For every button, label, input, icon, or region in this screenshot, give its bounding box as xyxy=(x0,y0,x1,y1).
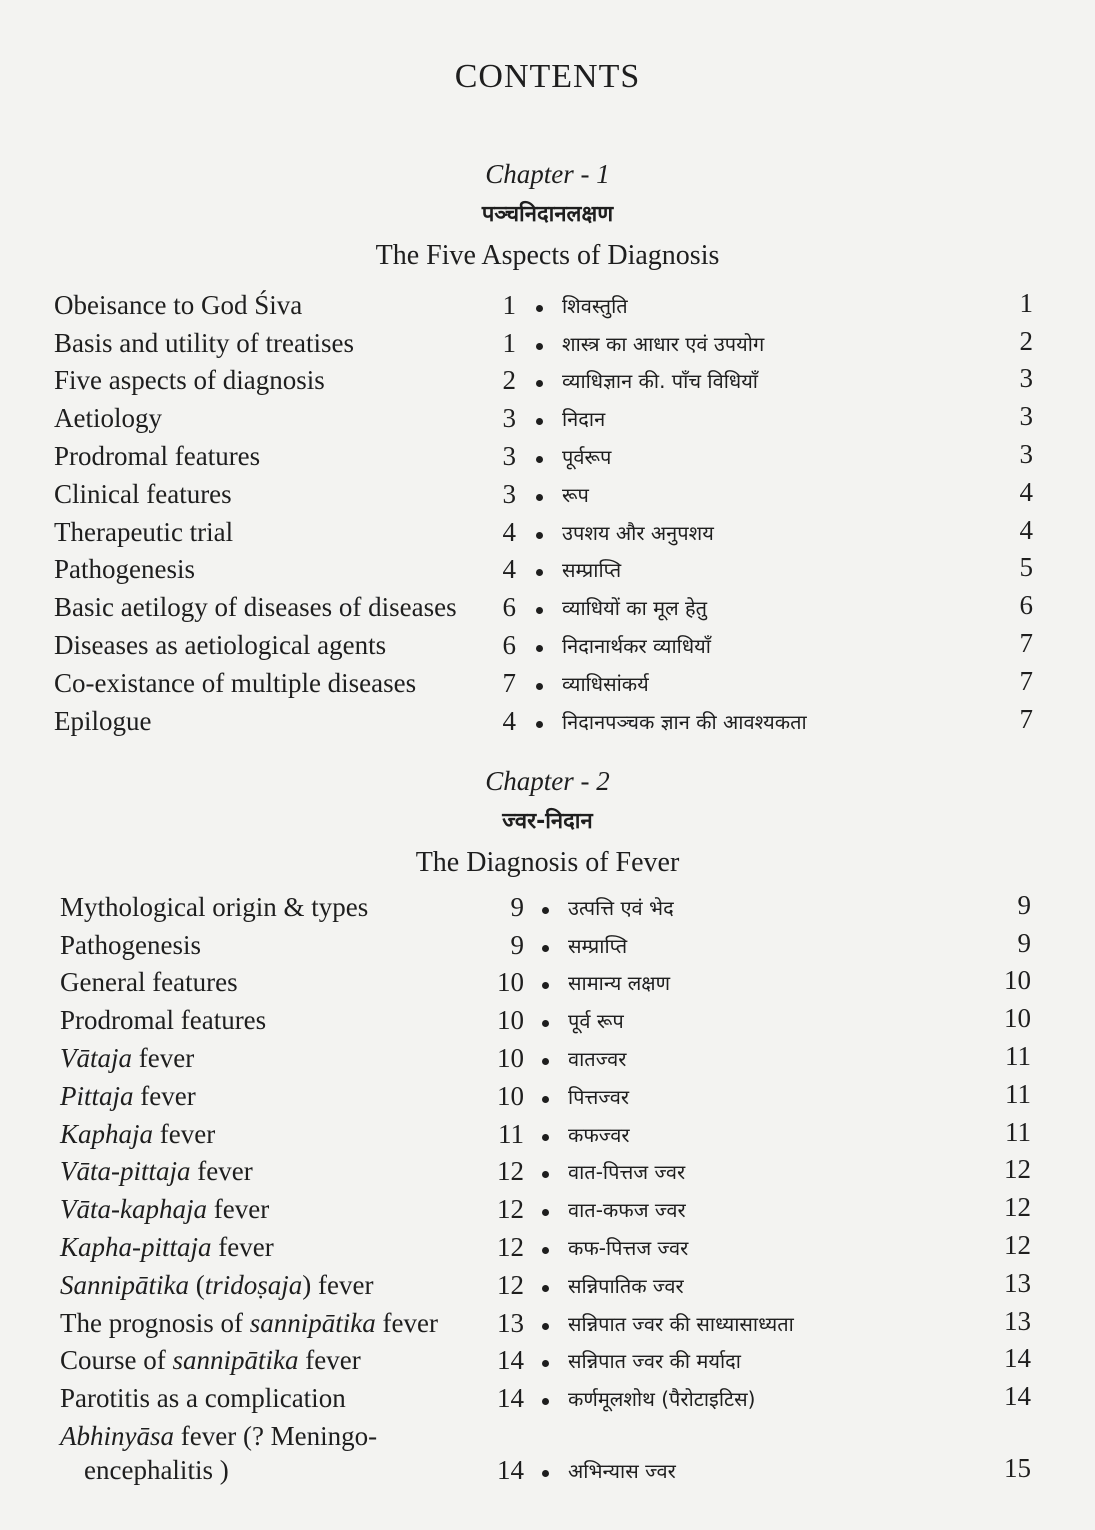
hindi-page-number: 11 xyxy=(1005,1040,1031,1071)
english-entry-text: Basic aetilogy of diseases of diseases xyxy=(54,592,457,623)
english-entry-title xyxy=(60,890,368,924)
hindi-entry-title: पूर्व रूप xyxy=(568,1009,624,1034)
english-page-number: 4 xyxy=(502,516,516,547)
english-entry-title xyxy=(54,363,325,397)
english-entry-text: Prodromal features xyxy=(54,440,261,471)
english-entry-title xyxy=(60,1117,215,1151)
english-page-number: 10 xyxy=(497,967,524,998)
hindi-page-number: 3 xyxy=(1019,438,1033,469)
toc-row xyxy=(0,1041,1095,1079)
english-page-number: 12 xyxy=(497,1269,524,1300)
english-entry-title xyxy=(60,1343,361,1377)
bullet-icon xyxy=(536,494,543,501)
hindi-page-number: 9 xyxy=(1017,927,1031,958)
english-entry-text: Obeisance to God Śiva xyxy=(54,289,303,320)
bullet-icon xyxy=(542,907,549,914)
hindi-page-number: 7 xyxy=(1019,665,1033,696)
hindi-page-number: 12 xyxy=(1004,1154,1031,1185)
english-page-number: 9 xyxy=(510,929,524,960)
bullet-icon xyxy=(542,1470,549,1477)
english-page-number: 2 xyxy=(502,365,516,396)
hindi-page-number: 11 xyxy=(1005,1078,1031,1109)
bullet-icon xyxy=(536,418,543,425)
english-entry-text: Course of sannipātika fever xyxy=(60,1345,361,1376)
english-entry-text: Vāta-pittaja fever xyxy=(60,1156,253,1187)
english-entry-title xyxy=(60,1268,373,1302)
english-entry-text: Kaphaja fever xyxy=(60,1118,216,1149)
hindi-page-number: 7 xyxy=(1019,627,1033,658)
toc-row xyxy=(0,1344,1095,1382)
english-entry-text: Pittaja fever xyxy=(60,1080,196,1111)
toc-row xyxy=(0,364,1095,402)
chapter-hindi-title: ज्वर-निदान xyxy=(502,809,593,834)
bullet-icon xyxy=(542,1398,549,1405)
hindi-entry-title: सन्निपात ज्वर की मर्यादा xyxy=(568,1349,741,1374)
english-page-number: 3 xyxy=(502,403,516,434)
english-entry-title xyxy=(54,288,302,322)
hindi-entry-title: निदानार्थकर व्याधियाँ xyxy=(562,633,711,658)
english-page-number: 6 xyxy=(502,629,516,660)
english-page-number: 7 xyxy=(502,667,516,698)
bullet-icon xyxy=(536,305,543,312)
hindi-entry-title: उपशय और अनुपशय xyxy=(562,520,714,545)
bullet-icon xyxy=(542,1171,549,1178)
english-entry-text: Vāta-kaphaja fever xyxy=(60,1194,270,1225)
hindi-entry-title: सन्निपात ज्वर की साध्यासाध्यता xyxy=(568,1311,794,1336)
english-entry-text: Therapeutic trial xyxy=(54,516,234,547)
chapter-label: Chapter - 2 xyxy=(485,766,610,796)
toc-row xyxy=(0,439,1095,477)
chapter-2-heading xyxy=(0,761,1095,883)
chapter-label: Chapter - 1 xyxy=(485,159,610,189)
english-entry-title xyxy=(60,928,201,962)
english-entry-text: Sannipātika (tridoṣaja) fever xyxy=(60,1269,374,1300)
toc-row xyxy=(0,515,1095,553)
english-page-number: 10 xyxy=(497,1080,524,1111)
english-entry-title xyxy=(54,326,354,360)
english-page-number: 11 xyxy=(498,1118,524,1149)
toc-row xyxy=(0,1268,1095,1306)
toc-row xyxy=(0,1230,1095,1268)
english-page-number: 10 xyxy=(497,1005,524,1036)
hindi-page-number: 11 xyxy=(1005,1116,1031,1147)
english-entry-title xyxy=(60,1154,253,1188)
bullet-icon xyxy=(536,569,543,576)
hindi-page-number: 3 xyxy=(1019,363,1033,394)
english-entry-title xyxy=(54,628,386,662)
english-page-number: 1 xyxy=(502,327,516,358)
english-entry-text: Kapha-pittaja fever xyxy=(60,1231,274,1262)
english-entry-text: Prodromal features xyxy=(60,1005,267,1036)
english-entry-title xyxy=(54,666,416,700)
english-page-number: 1 xyxy=(502,289,516,320)
hindi-entry-title: उत्पत्ति एवं भेद xyxy=(568,895,674,920)
toc-row xyxy=(0,1003,1095,1041)
bullet-icon xyxy=(542,1209,549,1216)
hindi-entry-title: निदान xyxy=(562,407,606,432)
english-page-number: 14 xyxy=(497,1383,524,1414)
hindi-entry-title: सामान्य लक्षण xyxy=(568,971,671,996)
hindi-entry-title: निदानपञ्चक ज्ञान की आवश्यकता xyxy=(562,709,807,734)
hindi-page-number: 12 xyxy=(1004,1192,1031,1223)
toc-row xyxy=(0,666,1095,704)
english-page-number: 4 xyxy=(502,554,516,585)
english-entry-title xyxy=(60,1306,438,1340)
bullet-icon xyxy=(542,1020,549,1027)
hindi-entry-title: व्याधियों का मूल हेतु xyxy=(562,596,708,621)
english-entry-title xyxy=(54,590,457,624)
toc-row xyxy=(0,590,1095,628)
hindi-entry-title: सन्निपातिक ज्वर xyxy=(568,1273,684,1298)
hindi-entry-title: सम्प्राप्ति xyxy=(568,933,628,958)
hindi-page-number: 12 xyxy=(1004,1229,1031,1260)
bullet-icon xyxy=(536,721,543,728)
hindi-page-number: 6 xyxy=(1019,590,1033,621)
bullet-icon xyxy=(536,532,543,539)
hindi-page-number: 10 xyxy=(1004,1003,1031,1034)
page-title: CONTENTS xyxy=(454,58,641,95)
english-entry-title xyxy=(54,477,232,511)
chapter-1-heading xyxy=(0,154,1095,276)
hindi-entry-title: कफ-पित्तज ज्वर xyxy=(568,1235,689,1260)
english-entry-text: Epilogue xyxy=(54,705,152,736)
hindi-entry-title: पूर्वरूप xyxy=(562,444,612,469)
hindi-page-number: 10 xyxy=(1004,965,1031,996)
english-page-number: 12 xyxy=(497,1156,524,1187)
bullet-icon xyxy=(542,982,549,989)
english-entry-text: Mythological origin & types xyxy=(60,891,369,922)
bullet-icon xyxy=(542,1134,549,1141)
hindi-page-number: 1 xyxy=(1019,287,1033,318)
toc-row xyxy=(0,1155,1095,1193)
hindi-entry-title: कर्णमूलशोथ (पैरोटाइटिस) xyxy=(568,1387,756,1412)
hindi-page-number: 14 xyxy=(1004,1381,1031,1412)
english-entry-title xyxy=(60,1381,346,1415)
english-entry-text: Pathogenesis xyxy=(60,929,201,960)
english-page-number: 3 xyxy=(502,440,516,471)
english-entry-continuation: encephalitis ) xyxy=(84,1455,229,1486)
hindi-entry-title: वात-पित्तज ज्वर xyxy=(568,1160,686,1185)
toc-row xyxy=(0,890,1095,928)
bullet-icon xyxy=(542,1058,549,1065)
english-entry-text: Five aspects of diagnosis xyxy=(54,365,325,396)
chapter-hindi-title: पञ्चनिदानलक्षण xyxy=(481,202,614,227)
chapter-english-title: The Five Aspects of Diagnosis xyxy=(375,240,720,271)
english-entry-text: Pathogenesis xyxy=(54,554,195,585)
english-entry-text: General features xyxy=(60,967,238,998)
english-entry-title xyxy=(54,439,260,473)
toc-row xyxy=(0,326,1095,364)
hindi-entry-title: सम्प्राप्ति xyxy=(562,558,622,583)
hindi-page-number: 3 xyxy=(1019,401,1033,432)
english-entry-text: Aetiology xyxy=(54,403,162,434)
toc-row xyxy=(0,1117,1095,1155)
toc-row xyxy=(0,1079,1095,1117)
english-page-number: 6 xyxy=(502,592,516,623)
hindi-entry-title: शास्त्र का आधार एवं उपयोग xyxy=(562,331,765,356)
toc-row xyxy=(0,628,1095,666)
bullet-icon xyxy=(542,1247,549,1254)
bullet-icon xyxy=(542,945,549,952)
english-entry-title xyxy=(54,515,233,549)
english-page-number: 12 xyxy=(497,1231,524,1262)
english-page-number: 3 xyxy=(502,478,516,509)
english-entry-title xyxy=(60,1419,377,1487)
english-entry-title xyxy=(54,552,195,586)
toc-row xyxy=(0,704,1095,742)
english-entry-title xyxy=(60,1079,196,1113)
hindi-page-number: 4 xyxy=(1019,514,1033,545)
english-entry-text: Parotitis as a complication xyxy=(60,1383,346,1414)
english-entry-text: Abhinyāsa fever (? Meningo- xyxy=(60,1421,378,1452)
toc-row xyxy=(0,288,1095,326)
toc-row xyxy=(0,477,1095,515)
chapter-english-title: The Diagnosis of Fever xyxy=(415,847,680,878)
bullet-icon xyxy=(542,1096,549,1103)
chapter-1-entries xyxy=(0,288,1095,742)
bullet-icon xyxy=(542,1360,549,1367)
hindi-entry-title: वातज्वर xyxy=(568,1046,627,1071)
hindi-page-number: 14 xyxy=(1004,1343,1031,1374)
english-page-number: 4 xyxy=(502,705,516,736)
english-page-number: 9 xyxy=(510,891,524,922)
hindi-page-number: 4 xyxy=(1019,476,1033,507)
hindi-page-number: 2 xyxy=(1019,325,1033,356)
bullet-icon xyxy=(536,343,543,350)
toc-row xyxy=(0,928,1095,966)
english-entry-title xyxy=(60,1192,269,1226)
english-entry-title xyxy=(54,704,151,738)
bullet-icon xyxy=(542,1285,549,1292)
toc-row xyxy=(0,401,1095,439)
english-entry-title xyxy=(60,1230,274,1264)
english-page-number: 10 xyxy=(497,1042,524,1073)
english-entry-text: Co-existance of multiple diseases xyxy=(54,667,417,698)
bullet-icon xyxy=(536,456,543,463)
toc-row xyxy=(0,1381,1095,1419)
english-entry-text: Basis and utility of treatises xyxy=(54,327,354,358)
hindi-page-number: 9 xyxy=(1017,889,1031,920)
hindi-entry-title: अभिन्यास ज्वर xyxy=(568,1459,676,1484)
english-entry-title xyxy=(60,1041,194,1075)
english-entry-title xyxy=(60,1003,266,1037)
english-entry-text: The prognosis of sannipātika fever xyxy=(60,1307,438,1338)
toc-row xyxy=(0,966,1095,1004)
hindi-page-number: 13 xyxy=(1004,1267,1031,1298)
toc-row xyxy=(0,1306,1095,1344)
bullet-icon xyxy=(536,645,543,652)
hindi-page-number: 5 xyxy=(1019,552,1033,583)
hindi-page-number: 13 xyxy=(1004,1305,1031,1336)
toc-row xyxy=(0,1192,1095,1230)
bullet-icon xyxy=(542,1323,549,1330)
hindi-entry-title: कफज्वर xyxy=(568,1122,630,1147)
english-page-number: 14 xyxy=(497,1455,524,1486)
english-page-number: 14 xyxy=(497,1345,524,1376)
english-entry-text: Clinical features xyxy=(54,478,232,509)
hindi-entry-title: पित्तज्वर xyxy=(568,1084,630,1109)
hindi-entry-title: व्याधिज्ञान की. पाँच विधियाँ xyxy=(562,369,758,394)
toc-row xyxy=(0,553,1095,591)
hindi-entry-title: रूप xyxy=(562,482,589,507)
english-entry-text: Vātaja fever xyxy=(60,1042,195,1073)
hindi-page-number: 7 xyxy=(1019,703,1033,734)
bullet-icon xyxy=(536,380,543,387)
bullet-icon xyxy=(536,683,543,690)
hindi-entry-title: व्याधिसांकर्य xyxy=(562,671,649,696)
hindi-entry-title: शिवस्तुति xyxy=(562,293,628,318)
hindi-entry-title: वात-कफज ज्वर xyxy=(568,1198,686,1223)
toc-row xyxy=(0,1419,1095,1491)
chapter-2-entries xyxy=(0,890,1095,1491)
english-page-number: 13 xyxy=(497,1307,524,1338)
english-entry-text: Diseases as aetiological agents xyxy=(54,629,387,660)
bullet-icon xyxy=(536,607,543,614)
english-entry-title xyxy=(60,965,238,999)
hindi-page-number: 15 xyxy=(1004,1453,1031,1484)
english-entry-title xyxy=(54,401,162,435)
english-page-number: 12 xyxy=(497,1194,524,1225)
